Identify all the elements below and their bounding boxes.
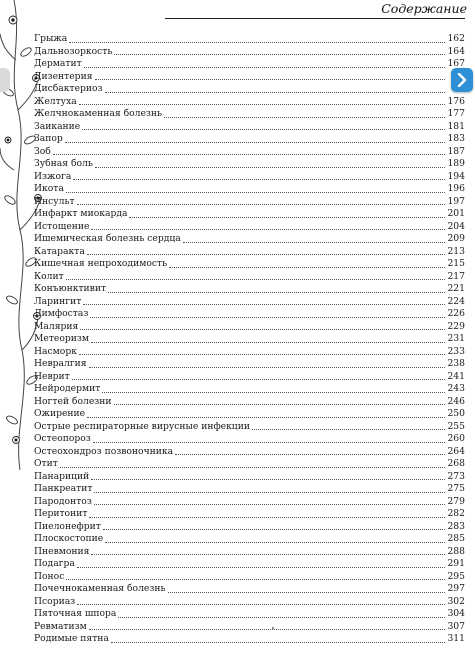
toc-leader-dots <box>103 529 445 530</box>
toc-entry-title: Инсульт <box>34 195 75 207</box>
toc-entry[interactable] <box>34 246 465 259</box>
toc-entry-title: Заикание <box>34 120 81 132</box>
toc-entry-title: Остеохондроз позвоночника <box>34 445 174 457</box>
toc-entry-title: Зоб <box>34 145 51 157</box>
toc-entry[interactable] <box>34 446 465 459</box>
toc-entry[interactable] <box>34 258 465 271</box>
toc-leader-dots <box>252 429 445 430</box>
toc-entry[interactable] <box>34 296 465 309</box>
toc-entry[interactable] <box>34 133 465 146</box>
toc-leader-dots <box>79 354 445 355</box>
toc-entry-page: 241 <box>447 370 465 382</box>
toc-entry-page: 209 <box>447 233 465 244</box>
toc-entry-page: 194 <box>447 170 465 182</box>
toc-entry-page: 183 <box>447 133 465 144</box>
toc-entry-page: 177 <box>447 108 465 119</box>
toc-leader-dots <box>87 254 445 255</box>
toc-entry[interactable] <box>34 496 465 509</box>
toc-entry-title: Лимфостаз <box>34 308 89 319</box>
toc-entry-title: Истощение <box>34 220 90 232</box>
toc-entry[interactable] <box>34 433 465 446</box>
toc-entry-title: Плоскостопие <box>34 533 104 544</box>
toc-entry[interactable] <box>34 521 465 534</box>
toc-entry[interactable] <box>34 471 465 484</box>
toc-entry-title: Колит <box>34 270 64 282</box>
toc-leader-dots <box>66 279 445 280</box>
toc-entry[interactable] <box>34 46 465 59</box>
toc-leader-dots <box>72 379 445 380</box>
toc-leader-dots <box>95 167 445 168</box>
toc-leader-dots <box>91 479 445 480</box>
toc-entry-title: Панариций <box>34 470 90 482</box>
toc-entry-title: Пиелонефрит <box>34 520 101 532</box>
toc-leader-dots <box>89 629 445 630</box>
toc-entry-title: Желтуха <box>34 95 77 107</box>
toc-entry[interactable] <box>34 208 465 221</box>
toc-entry-page: 201 <box>447 208 465 219</box>
toc-leader-dots <box>83 304 445 305</box>
toc-entry-title: Перитонит <box>34 508 88 519</box>
toc-entry-page: 268 <box>447 458 465 469</box>
toc-entry[interactable] <box>34 383 465 396</box>
toc-entry-page: 181 <box>447 120 465 132</box>
toc-leader-dots <box>60 467 445 468</box>
toc-entry-page: 167 <box>447 58 465 69</box>
toc-leader-dots <box>69 42 445 43</box>
toc-entry-title: Метеоризм <box>34 333 90 344</box>
toc-entry[interactable] <box>34 333 465 346</box>
toc-entry[interactable] <box>34 408 465 421</box>
toc-entry-page: 275 <box>447 483 465 494</box>
toc-entry-title: Остеопороз <box>34 433 91 444</box>
toc-entry-page: 213 <box>447 245 465 257</box>
toc-entry-title: Кишечная непроходимость <box>34 258 168 269</box>
toc-entry-page: 176 <box>447 95 465 107</box>
toc-leader-dots <box>95 79 446 80</box>
toc-leader-dots <box>66 579 445 580</box>
toc-entry-page: 304 <box>447 608 465 619</box>
toc-entry-page: 288 <box>447 545 465 557</box>
toc-entry-title: Неврит <box>34 370 70 382</box>
toc-entry[interactable] <box>34 546 465 559</box>
toc-entry-title: Икота <box>34 183 64 194</box>
toc-leader-dots <box>79 104 445 105</box>
toc-leader-dots <box>73 179 445 180</box>
toc-entry-page: 295 <box>447 570 465 582</box>
toc-entry[interactable] <box>34 421 465 434</box>
toc-entry[interactable] <box>34 71 465 84</box>
toc-entry[interactable] <box>34 321 465 334</box>
toc-entry[interactable] <box>34 371 465 384</box>
toc-entry[interactable] <box>34 571 465 584</box>
toc-leader-dots <box>169 267 445 268</box>
toc-entry-page: 307 <box>447 620 465 632</box>
toc-entry-title: Псориаз <box>34 595 76 607</box>
toc-entry-page: 285 <box>447 533 465 544</box>
toc-entry[interactable] <box>34 196 465 209</box>
toc-entry[interactable] <box>34 183 465 196</box>
toc-entry-title: Катаракта <box>34 245 85 257</box>
toc-entry-title: Дизентерия <box>34 70 93 82</box>
toc-leader-dots <box>183 242 445 243</box>
toc-entry[interactable] <box>34 508 465 521</box>
toc-entry[interactable] <box>34 108 465 121</box>
toc-entry-title: Пневмония <box>34 545 90 557</box>
toc-entry-page: 238 <box>447 358 465 369</box>
toc-entry-title: Грыжа <box>34 33 68 44</box>
toc-entry-title: Ожирение <box>34 408 86 419</box>
toc-entry-title: Инфаркт миокарда <box>34 208 128 219</box>
toc-entry-page: 260 <box>447 433 465 444</box>
toc-entry[interactable] <box>34 233 465 246</box>
toc-entry-page: 215 <box>447 258 465 269</box>
toc-entry-title: Пародонтоз <box>34 495 92 507</box>
toc-leader-dots <box>129 217 445 218</box>
toc-leader-dots <box>91 342 445 343</box>
toc-leader-dots <box>108 292 445 293</box>
side-tab[interactable] <box>0 68 10 92</box>
toc-entry-page: 224 <box>447 295 465 307</box>
toc-entry-title: Дальнозоркость <box>34 45 113 57</box>
toc-entry[interactable] <box>34 283 465 296</box>
toc-entry-title: Понос <box>34 570 65 582</box>
toc-entry-page: 204 <box>447 220 465 232</box>
toc-entry[interactable] <box>34 558 465 571</box>
toc-entry-title: Невралгия <box>34 358 87 369</box>
toc-entry[interactable] <box>34 158 465 171</box>
toc-entry-title: Конъюнктивит <box>34 283 107 294</box>
toc-leader-dots <box>65 142 445 143</box>
toc-leader-dots <box>87 417 445 418</box>
toc-entry-title: Ногтей болезни <box>34 395 112 407</box>
toc-entry[interactable] <box>34 171 465 184</box>
toc-leader-dots <box>105 92 445 93</box>
toc-leader-dots <box>114 54 445 55</box>
toc-leader-dots <box>66 192 445 193</box>
toc-leader-dots <box>89 367 445 368</box>
toc-entry-page: 246 <box>447 395 465 407</box>
toc-entry-page: 231 <box>447 333 465 344</box>
toc-entry-page: 197 <box>447 195 465 207</box>
toc-entry-page: 229 <box>447 320 465 332</box>
toc-entry-title: Зубная боль <box>34 158 93 169</box>
toc-entry-title: Желчнокаменная болезнь <box>34 108 163 119</box>
toc-entry-page: 255 <box>447 420 465 432</box>
toc-entry[interactable] <box>34 96 465 109</box>
toc-entry-page: 279 <box>447 495 465 507</box>
toc-entry[interactable] <box>34 271 465 284</box>
toc-entry-page: 273 <box>447 470 465 482</box>
toc-leader-dots <box>94 492 445 493</box>
toc-entry-page: 226 <box>447 308 465 319</box>
toc-leader-dots <box>77 604 445 605</box>
toc-entry-page: 189 <box>447 158 465 169</box>
toc-leader-dots <box>94 504 445 505</box>
toc-entry-page: 164 <box>447 45 465 57</box>
toc-leader-dots <box>105 542 445 543</box>
toc-entry-title: Малярия <box>34 320 79 332</box>
toc-entry[interactable] <box>34 596 465 609</box>
toc-entry-title: Изжога <box>34 170 72 182</box>
toc-entry-page: 283 <box>447 520 465 532</box>
toc-entry[interactable] <box>34 58 465 71</box>
toc-entry-title: Ишемическая болезнь сердца <box>34 233 181 244</box>
toc-entry-title: Запор <box>34 133 63 144</box>
toc-leader-dots <box>93 442 445 443</box>
toc-entry-page: 297 <box>447 583 465 594</box>
toc-entry[interactable] <box>34 633 465 646</box>
toc-entry[interactable] <box>34 621 465 634</box>
toc-entry-page: 196 <box>447 183 465 194</box>
toc-entry-title: Ревматизм <box>34 620 87 632</box>
toc-entry-page: 302 <box>447 595 465 607</box>
toc-entry-page: 264 <box>447 445 465 457</box>
toc-entry-page: 291 <box>447 558 465 569</box>
toc-entry-title: Панкреатит <box>34 483 93 494</box>
toc-entry-title: Родимые пятна <box>34 633 109 644</box>
toc-leader-dots <box>91 554 445 555</box>
toc-leader-dots <box>91 229 445 230</box>
toc-entry[interactable] <box>34 121 465 134</box>
toc-leader-dots <box>84 67 445 68</box>
toc-entry-title: Нейродермит <box>34 383 101 394</box>
toc-leader-dots <box>114 404 445 405</box>
toc-entry[interactable] <box>34 221 465 234</box>
toc-entry[interactable] <box>34 83 465 96</box>
toc-entry[interactable] <box>34 533 465 546</box>
page-title: Содержание <box>381 1 467 16</box>
toc-entry-title: Ларингит <box>34 295 82 307</box>
toc-entry-title: Отит <box>34 458 58 469</box>
toc-leader-dots <box>102 392 445 393</box>
toc-entry[interactable] <box>34 483 465 496</box>
table-of-contents <box>34 33 465 646</box>
header-rule <box>165 18 465 19</box>
toc-entry[interactable] <box>34 146 465 159</box>
toc-entry[interactable] <box>34 396 465 409</box>
print-speck <box>272 627 274 629</box>
toc-entry-title: Почечнокаменная болезнь <box>34 583 166 594</box>
toc-leader-dots <box>111 642 445 643</box>
toc-leader-dots <box>175 454 445 455</box>
toc-entry-page: 221 <box>447 283 465 294</box>
toc-entry-page: 311 <box>447 633 465 644</box>
toc-leader-dots <box>89 517 445 518</box>
toc-leader-dots <box>53 154 445 155</box>
toc-entry-page: 187 <box>447 145 465 157</box>
toc-leader-dots <box>77 204 445 205</box>
toc-entry[interactable] <box>34 608 465 621</box>
toc-entry-page: 217 <box>447 270 465 282</box>
toc-leader-dots <box>164 117 445 118</box>
toc-leader-dots <box>168 592 445 593</box>
toc-entry[interactable] <box>34 358 465 371</box>
toc-entry-page: 282 <box>447 508 465 519</box>
toc-leader-dots <box>77 567 445 568</box>
toc-entry-title: Острые респираторные вирусные инфекции <box>34 420 250 432</box>
toc-leader-dots <box>82 129 445 130</box>
toc-leader-dots <box>80 329 445 330</box>
toc-entry-title: Пяточная шпора <box>34 608 117 619</box>
toc-entry-title: Насморк <box>34 345 77 357</box>
toc-entry-page: 233 <box>447 345 465 357</box>
toc-entry-title: Дерматит <box>34 58 82 69</box>
toc-entry[interactable] <box>34 33 465 46</box>
toc-entry[interactable] <box>34 583 465 596</box>
toc-entry-title: Дисбактериоз <box>34 83 103 94</box>
toc-leader-dots <box>118 617 445 618</box>
toc-entry-page: 250 <box>447 408 465 419</box>
toc-entry[interactable] <box>34 458 465 471</box>
toc-entry-page: 162 <box>447 33 465 44</box>
toc-leader-dots <box>90 317 445 318</box>
toc-entry-page: 243 <box>447 383 465 394</box>
toc-entry-title: Подагра <box>34 558 75 569</box>
toc-entry[interactable] <box>34 308 465 321</box>
toc-entry[interactable] <box>34 346 465 359</box>
